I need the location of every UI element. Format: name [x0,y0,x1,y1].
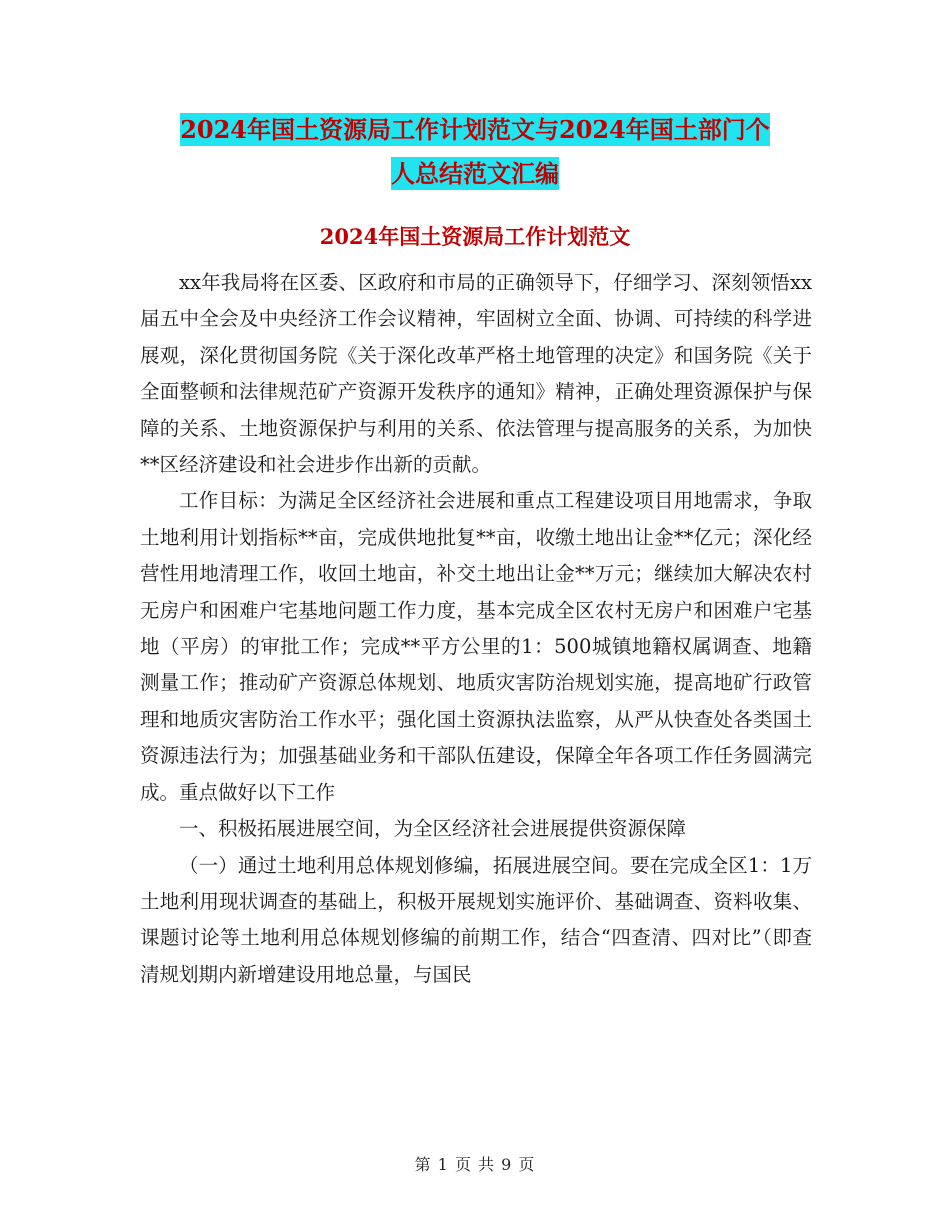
section-title: 2024年国土资源局工作计划范文 [319,224,631,249]
title-highlight-2: 人总结范文汇编 [391,159,559,188]
document-title-line-2 [130,150,820,198]
paragraph-item-1: （一）通过土地利用总体规划修编，拓展进展空间。要在完成全区1：1万土地利用现状调查的基础上，积极开展规划实施评价、基础调查、资料收集、课题讨论等土地利用总体规划修编的前期工作，结合“四查清、四对比”（即查清规划期内新增建设用地总量，与国民 [140,853,812,986]
page-footer: 第 1 页 共 9 页 [414,1155,536,1174]
paragraph-heading-1: 一、积极拓展进展空间，为全区经济社会进展提供资源保障 [179,817,687,841]
document-title-line-1 [130,106,820,154]
title-highlight-1: 2024年国土资源局工作计划范文与2024年国土部门个 [180,115,770,144]
document-body [140,265,812,993]
paragraph-intro: xx年我局将在区委、区政府和市局的正确领导下，仔细学习、深刻领悟xx届五中全会及中央经济工作会议精神，牢固树立全面、协调、可持续的科学进展观，深化贯彻国务院《关于深化改革严格土地管理的决定》和国务院《关于全面整顿和法律规范矿产资源开发秩序的通知》精神，正确处理资源保护与保障的关系、土地资源保护与利用的关系、依法管理与提高服务的关系，为加快**区经济建设和社会进步作出新的贡献。 [140,271,812,477]
paragraph-goals: 工作目标：为满足全区经济社会进展和重点工程建设项目用地需求，争取土地利用计划指标**亩，完成供地批复**亩，收缴土地出让金**亿元；深化经营性用地清理工作，收回土地亩，补交土地出让金**万元；继续加大解决农村无房户和困难户宅基地问题工作力度，基本完成全区农村无房户和困难户宅基地（平房）的审批工作；完成**平方公里的1：500城镇地籍权属调查、地籍测量工作；推动矿产资源总体规划、地质灾害防治规划实施，提高地矿行政管理和地质灾害防治工作水平；强化国土资源执法监察，从严从快查处各类国土资源违法行为；加强基础业务和干部队伍建设，保障全年各项工作任务圆满完成。重点做好以下工作 [140,489,812,804]
